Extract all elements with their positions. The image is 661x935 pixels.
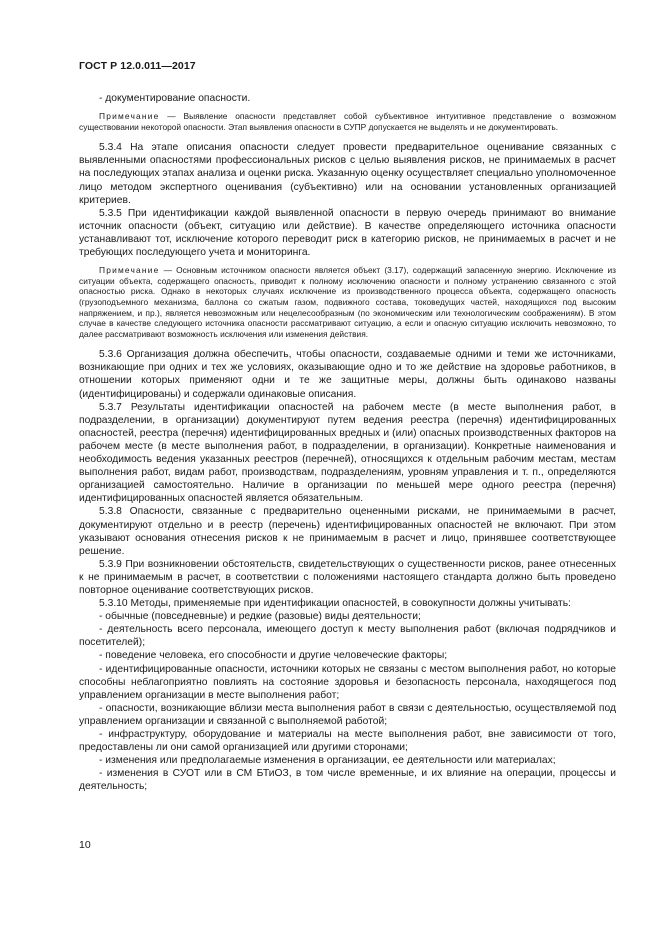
note-label: Примечание <box>99 265 160 276</box>
note-text: — Основным источником опасности является объект (3.17), содержащий запасенную энергию. Исключение из ситуации объекта, содержащего опасность, приводит к полному исключению опасности и полному устранению связанного с этой опасностью риска. Однако в некоторых случаях исключение из производственного процесса объекта, содержащего опасность (грузоподъемного механизма, баллона со сжатым газом, подвижного состава, токоведущих частей, находящихся под высоким напряжением, и пр.), является невозможным или нецелесообразным (по экономическим или технологическим соображениям). В этом случае в качестве следующего источника опасности рассматривают ситуацию, а если и опасную ситуацию исключить невозможно, то далее рассматривают возможность исключения или изменения действия. <box>79 265 616 339</box>
list-item: - деятельность всего персонала, имеющего доступ к месту выполнения работ (включая подрядчиков и посетителей); <box>79 624 616 649</box>
paragraph-5-3-6: 5.3.6 Организация должна обеспечить, чтобы опасности, создаваемые одними и теми же источниками, возникающие при одних и тех же условиях, оказывающие одно и то же действие на здоровье работников, в отношении которых применяют одни и те же защитные меры, должны быть одинаково названы (идентифицированы) и содержали одинаковые описания. <box>79 349 616 400</box>
list-item: - идентифицированные опасности, источники которых не связаны с местом выполнения работ, но которые способны неблагоприятно повлиять на состояние здоровья и безопасность персонала, находящегося под управлением организации в месте выполнения работ; <box>79 663 616 701</box>
note-hazard-source <box>79 265 616 339</box>
list-item: - изменения в СУОТ или в СМ БТиОЗ, в том числе временные, и их влияние на операции, процессы и деятельность; <box>79 768 616 793</box>
paragraph-5-3-8: 5.3.8 Опасности, связанные с предварительно оцененными рисками, не принимаемыми в расчет, документируют отдельно и в реестр (перечень) идентифицированных опасностей не включают. При этом указывают основания отнесения рисков к не принимаемым в расчет и лицо, принявшее соответствующее решение. <box>79 506 616 557</box>
list-item: - изменения или предполагаемые изменения в организации, ее деятельности или материалах; <box>99 755 556 767</box>
paragraph-bullet-documentation: - документирование опасности. <box>99 93 251 104</box>
document-header: ГОСТ Р 12.0.011—2017 <box>79 60 196 72</box>
page-number: 10 <box>79 839 91 851</box>
document-body <box>79 92 616 793</box>
list-item: - опасности, возникающие вблизи места выполнения работ в связи с деятельностью, осуществляемой под управлением организации и связанной с выполняемой работой; <box>79 702 616 727</box>
paragraph-5-3-7: 5.3.7 Результаты идентификации опасностей на рабочем месте (в месте выполнения работ, в подразделении, в организации) документируют путем ведения реестра (перечня) идентифицированных опасностей, реестра (перечня) идентифицированных вредных и (или) опасных производственных факторов на рабочем месте (в месте выполнения работ, в подразделении, в организации). Конкретные наименования и необходимость ведения указанных реестров (перечней), относящихся к отдельным рабочим местам, местам выполнения работ, видам работ, производствам, подразделениям, уровням управления и т. п., определяются организацией самостоятельно. Наличие в организации по меньшей мере одного реестра (перечня) идентифицированных опасностей является обязательным. <box>79 401 616 505</box>
list-item: - поведение человека, его способности и другие человеческие факторы; <box>99 650 448 662</box>
note-text: — Выявление опасности представляет собой субъективное интуитивное представление о возможном существовании некоторой опасности. Этап выявления опасности в СУПР допускается не выделять и не документировать. <box>79 111 616 132</box>
note-hazard-detection <box>79 111 616 132</box>
paragraph-5-3-10: 5.3.10 Методы, применяемые при идентификации опасностей, в совокупности должны учитывать: <box>99 598 571 610</box>
paragraph-5-3-9: 5.3.9 При возникновении обстоятельств, свидетельствующих о существенности рисков, ранее отнесенных к не принимаемым в расчет, в соответствии с положениями настоящего стандарта должно быть проведено повторное оценивание соответствующих рисков. <box>79 558 616 596</box>
list-item: - обычные (повседневные) и редкие (разовые) виды деятельности; <box>99 611 421 623</box>
paragraph-5-3-5: 5.3.5 При идентификации каждой выявленной опасности в первую очередь принимают во внимание источник опасности (объект, ситуацию или действие). В качестве определяющего источника опасности устанавливают тот, исключение которого переводит риск в категорию рисков, не принимаемых в расчет и не требующих последующего учета и мониторинга. <box>79 207 616 259</box>
note-label: Примечание <box>99 111 160 122</box>
paragraph-5-3-4: 5.3.4 На этапе описания опасности следует провести предварительное оценивание связанных с выявленными опасностями профессиональных рисков с целью выявления рисков, не принимаемых в расчет на последующих этапах анализа и оценки риска. Указанную оценку осуществляет специально уполномоченное лицо методом экспертного оценивания (субъективно) или на основании установленных организацией критериев. <box>79 142 616 206</box>
list-item: - инфраструктуру, оборудование и материалы на месте выполнения работ, вне зависимости от того, предоставлены ли они самой организацией или другими сторонами; <box>79 729 616 754</box>
